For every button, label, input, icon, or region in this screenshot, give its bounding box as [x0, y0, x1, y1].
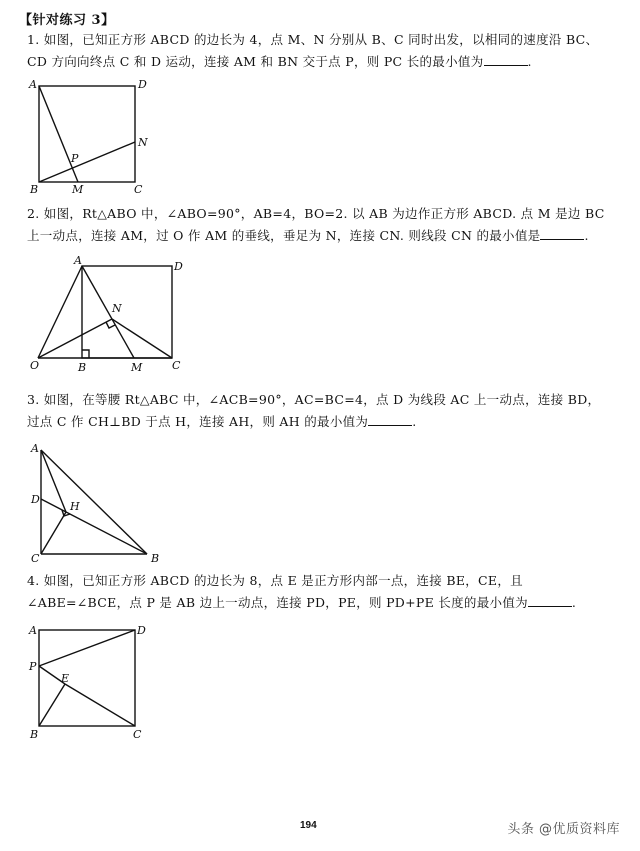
segment-ec [65, 684, 135, 726]
label-b: B [151, 552, 160, 565]
label-p: P [29, 660, 37, 673]
square-abcd [39, 86, 135, 182]
label-n: N [112, 302, 122, 315]
label-a: A [29, 78, 37, 91]
problem-2-statement: 2. 如图，Rt△ABO 中，∠ABO=90°，AB=4，BO=2. 以 AB 为边作正方形 ABCD. 点 M 是边 BC 上一动点，连接 AM，过 O 作 AM 的垂线，垂足为 N，连接 CN. 则线段 CN 的最小值是 [27, 206, 605, 243]
watermark: 头条 @优质资料库 [507, 822, 620, 837]
figure-1-square-abcd [25, 76, 165, 196]
label-d: D [138, 78, 147, 91]
segment-ab [41, 450, 147, 554]
section-heading: 【针对练习 3】 [19, 13, 115, 28]
figure-3-isosceles-right-triangle [25, 440, 175, 566]
answer-blank-3 [368, 413, 412, 426]
label-c: C [133, 728, 142, 741]
problem-2-text: 2. 如图，Rt△ABO 中，∠ABO=90°，AB=4，BO=2. 以 AB 为边作正方形 ABCD. 点 M 是边 BC 上一动点，连接 AM，过 O 作 AM 的垂线，垂足为 N，连接 CN. 则线段 CN 的最小值是 . [27, 206, 605, 243]
problem-3-statement: 3. 如图，在等腰 Rt△ABC 中，∠ACB=90°，AC=BC=4，点 D 为线段 AC 上一动点，连接 BD，过点 C 作 CH⊥BD 于点 H，连接 AH，则 AH 的最小值为 [27, 392, 601, 429]
label-d: D [137, 624, 146, 637]
label-c: C [172, 359, 181, 372]
problem-4-statement: 4. 如图，已知正方形 ABCD 的边长为 8，点 E 是正方形内部一点，连接 BE，CE，且∠ABE=∠BCE，点 P 是 AB 边上一动点，连接 PD，PE，则 PD+PE 长度的最小值为 [27, 573, 528, 610]
label-b: B [30, 728, 39, 741]
label-b: B [78, 361, 87, 374]
label-p: P [71, 152, 79, 165]
figure-2-triangle-square [30, 254, 190, 378]
page-number: 194 [300, 820, 317, 831]
answer-blank-1 [484, 53, 528, 66]
segment-am [82, 266, 134, 358]
segment-bn [39, 142, 135, 182]
problem-1-text: 1. 如图，已知正方形 ABCD 的边长为 4，点 M、N 分别从 B、C 同时出发，以相同的速度沿 BC、CD 方向向终点 C 和 D 运动，连接 AM 和 BN 交于点 P，则 PC 长的最小值为 . [27, 32, 599, 69]
label-m: M [72, 183, 84, 196]
segment-pd [39, 630, 135, 666]
answer-blank-2 [540, 227, 584, 240]
segment-be [39, 684, 65, 726]
segment-on [38, 319, 112, 358]
label-c: C [134, 183, 143, 196]
segment-ch [41, 512, 66, 554]
problem-1-statement: 1. 如图，已知正方形 ABCD 的边长为 4，点 M、N 分别从 B、C 同时出发，以相同的速度沿 BC、CD 方向向终点 C 和 D 运动，连接 AM 和 BN 交于点 P，则 PC 长的最小值为 [27, 32, 599, 69]
label-a: A [74, 254, 82, 267]
figure-4-square-abcd [25, 620, 165, 744]
segment-ah [41, 450, 66, 512]
problem-3-text: 3. 如图，在等腰 Rt△ABC 中，∠ACB=90°，AC=BC=4，点 D 为线段 AC 上一动点，连接 BD，过点 C 作 CH⊥BD 于点 H，连接 AH，则 AH 的最小值为 . [27, 392, 601, 429]
label-o: O [30, 359, 40, 372]
label-d: D [31, 493, 40, 506]
label-m: M [131, 361, 143, 374]
label-h: H [70, 500, 80, 513]
label-c: C [31, 552, 40, 565]
label-a: A [29, 624, 37, 637]
square-abcd [39, 630, 135, 726]
label-n: N [138, 136, 148, 149]
label-e: E [61, 672, 70, 685]
label-d: D [174, 260, 183, 273]
answer-blank-4 [528, 594, 572, 607]
right-angle-b [82, 350, 89, 358]
segment-nc [112, 319, 172, 358]
label-b: B [30, 183, 39, 196]
segment-oa [38, 266, 82, 358]
label-a: A [31, 442, 39, 455]
problem-4-text: 4. 如图，已知正方形 ABCD 的边长为 8，点 E 是正方形内部一点，连接 BE，CE，且∠ABE=∠BCE，点 P 是 AB 边上一动点，连接 PD，PE，则 PD+PE 长度的最小值为 . [27, 573, 577, 610]
